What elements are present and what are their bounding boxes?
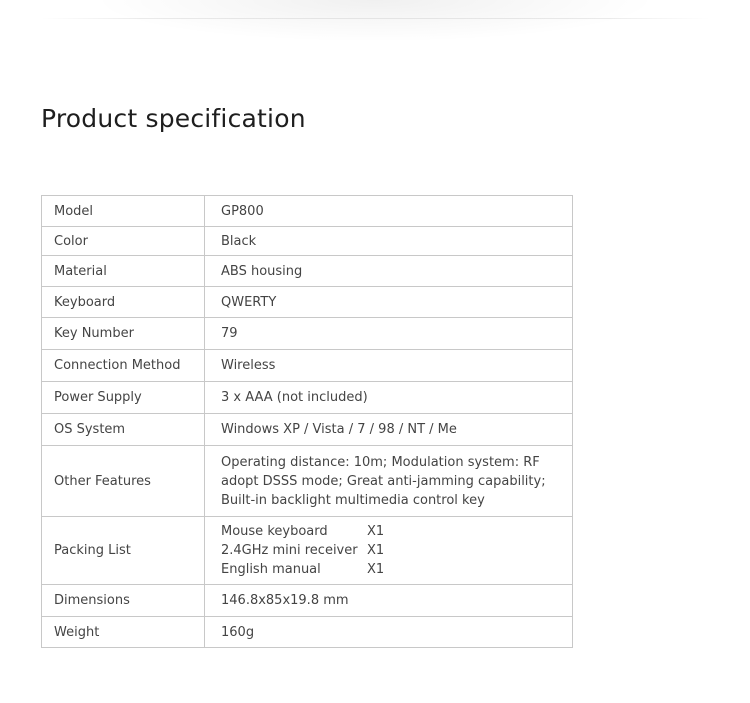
packing-item-name: Mouse keyboard [221, 524, 328, 539]
page-title: Product specification [41, 104, 306, 133]
table-row-other-features [42, 446, 573, 517]
spec-label: Connection Method [42, 350, 205, 382]
spec-label: Power Supply [42, 382, 205, 414]
spec-label: Keyboard [42, 287, 205, 318]
table-row-material [42, 256, 573, 287]
packing-item-qty: X1 [367, 524, 385, 539]
table-row-model [42, 196, 573, 227]
spec-value: ABS housing [205, 256, 573, 287]
packing-item-qty: X1 [367, 562, 385, 577]
table-row-power-supply [42, 382, 573, 414]
spec-value: 3 x AAA (not included) [205, 382, 573, 414]
packing-item [221, 541, 572, 560]
spec-value: GP800 [205, 196, 573, 227]
table-row-packing-list [42, 517, 573, 585]
table-row-weight [42, 617, 573, 648]
packing-item-name: 2.4GHz mini receiver [221, 543, 358, 558]
spec-value: 160g [205, 617, 573, 648]
spec-label: Model [42, 196, 205, 227]
feature-line: Built-in backlight multimedia control key [221, 492, 485, 508]
spec-value: 79 [205, 318, 573, 350]
table-row-os-system [42, 414, 573, 446]
table-row-key-number [42, 318, 573, 350]
spec-label: OS System [42, 414, 205, 446]
spec-value: 146.8x85x19.8 mm [205, 585, 573, 617]
spec-value: Windows XP / Vista / 7 / 98 / NT / Me [205, 414, 573, 446]
spec-value: Wireless [205, 350, 573, 382]
spec-label: Weight [42, 617, 205, 648]
spec-label: Packing List [42, 517, 205, 585]
spec-table [41, 195, 573, 648]
packing-item-name: English manual [221, 562, 321, 577]
spec-value: QWERTY [205, 287, 573, 318]
packing-item [221, 560, 572, 579]
spec-label: Dimensions [42, 585, 205, 617]
table-row-color [42, 227, 573, 256]
header-divider [40, 18, 710, 19]
header-shadow [40, 0, 710, 100]
table-row-connection-method [42, 350, 573, 382]
spec-label: Color [42, 227, 205, 256]
spec-value [205, 517, 573, 585]
packing-item-qty: X1 [367, 543, 385, 558]
packing-item [221, 522, 572, 541]
feature-line: Operating distance: 10m; Modulation system: RF [221, 454, 540, 470]
feature-line: adopt DSSS mode; Great anti-jamming capability; [221, 473, 546, 489]
spec-value [205, 446, 573, 517]
spec-label: Key Number [42, 318, 205, 350]
spec-label: Material [42, 256, 205, 287]
spec-label: Other Features [42, 446, 205, 517]
table-row-keyboard [42, 287, 573, 318]
table-row-dimensions [42, 585, 573, 617]
spec-value: Black [205, 227, 573, 256]
